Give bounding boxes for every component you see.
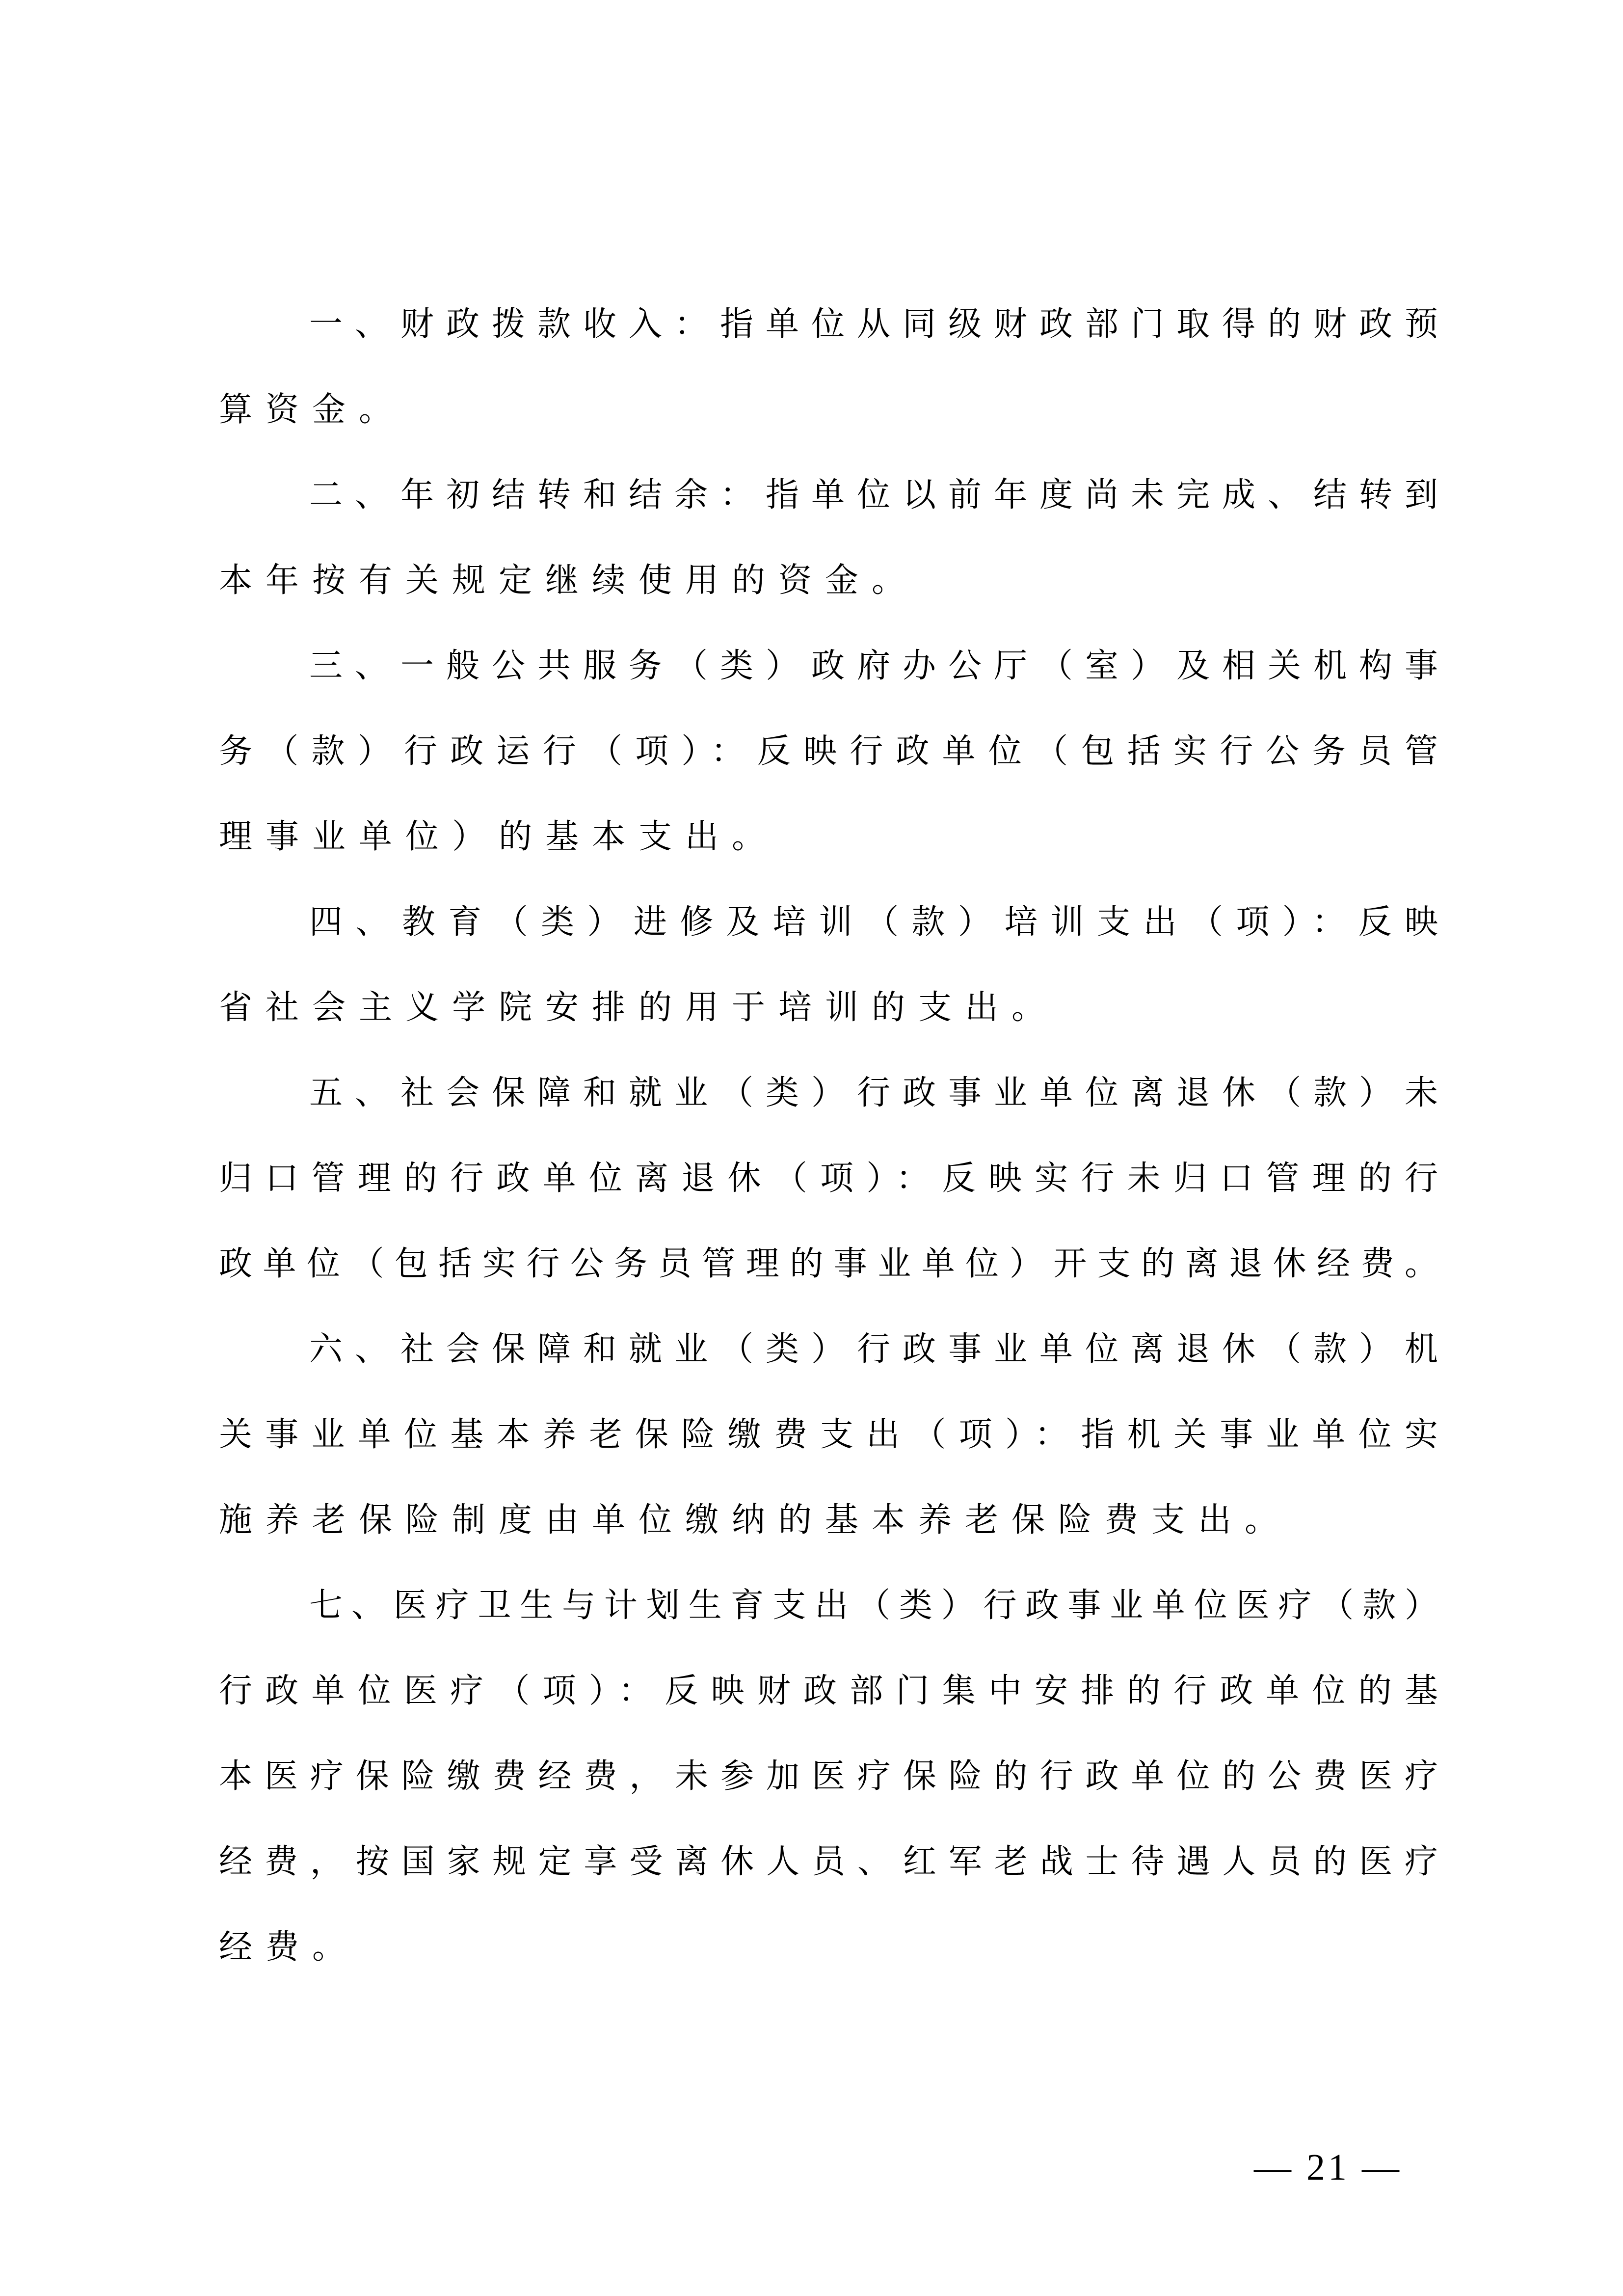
page-number: — 21 — xyxy=(1254,2147,1402,2188)
paragraph xyxy=(219,879,1438,1050)
text-line: 二、年初结转和结余：指单位以前年度尚未完成、结转到 xyxy=(309,476,1438,513)
text-line: 五、社会保障和就业（类）行政事业单位离退休（款）未 xyxy=(309,1074,1438,1111)
text-line: 省社会主义学院安排的用于培训的支出。 xyxy=(219,989,1059,1026)
text-line: 关事业单位基本养老保险缴费支出（项）：指机关事业单位实 xyxy=(219,1416,1438,1453)
paragraph xyxy=(219,281,1438,452)
document-body xyxy=(219,281,1438,1990)
text-line: 经费。 xyxy=(219,1928,359,1966)
text-line: 算资金。 xyxy=(219,391,406,428)
text-line: 政单位（包括实行公务员管理的事业单位）开支的离退休经费。 xyxy=(219,1245,1438,1282)
text-line: 务（款）行政运行（项）：反映行政单位（包括实行公务员管 xyxy=(219,732,1438,770)
text-line: 经费，按国家规定享受离休人员、红军老战士待遇人员的医疗 xyxy=(219,1843,1438,1880)
text-line: 理事业单位）的基本支出。 xyxy=(219,818,779,855)
text-line: 归口管理的行政单位离退休（项）：反映实行未归口管理的行 xyxy=(219,1160,1438,1197)
text-line: 三、一般公共服务（类）政府办公厅（室）及相关机构事 xyxy=(309,647,1438,684)
paragraph xyxy=(219,452,1438,623)
text-line: 四、教育（类）进修及培训（款）培训支出（项）：反映 xyxy=(309,903,1438,941)
paragraph xyxy=(219,1563,1438,1990)
paragraph xyxy=(219,1050,1438,1306)
text-line: 本年按有关规定继续使用的资金。 xyxy=(219,562,919,599)
text-line: 行政单位医疗（项）：反映财政部门集中安排的行政单位的基 xyxy=(219,1672,1438,1709)
text-line: 本医疗保险缴费经费，未参加医疗保险的行政单位的公费医疗 xyxy=(219,1757,1438,1795)
paragraph xyxy=(219,1306,1438,1563)
text-line: 七、医疗卫生与计划生育支出（类）行政事业单位医疗（款） xyxy=(309,1587,1438,1624)
text-line: 施养老保险制度由单位缴纳的基本养老保险费支出。 xyxy=(219,1501,1292,1539)
text-line: 六、社会保障和就业（类）行政事业单位离退休（款）机 xyxy=(309,1330,1438,1368)
paragraph xyxy=(219,623,1438,879)
text-line: 一、财政拨款收入：指单位从同级财政部门取得的财政预 xyxy=(309,305,1438,343)
